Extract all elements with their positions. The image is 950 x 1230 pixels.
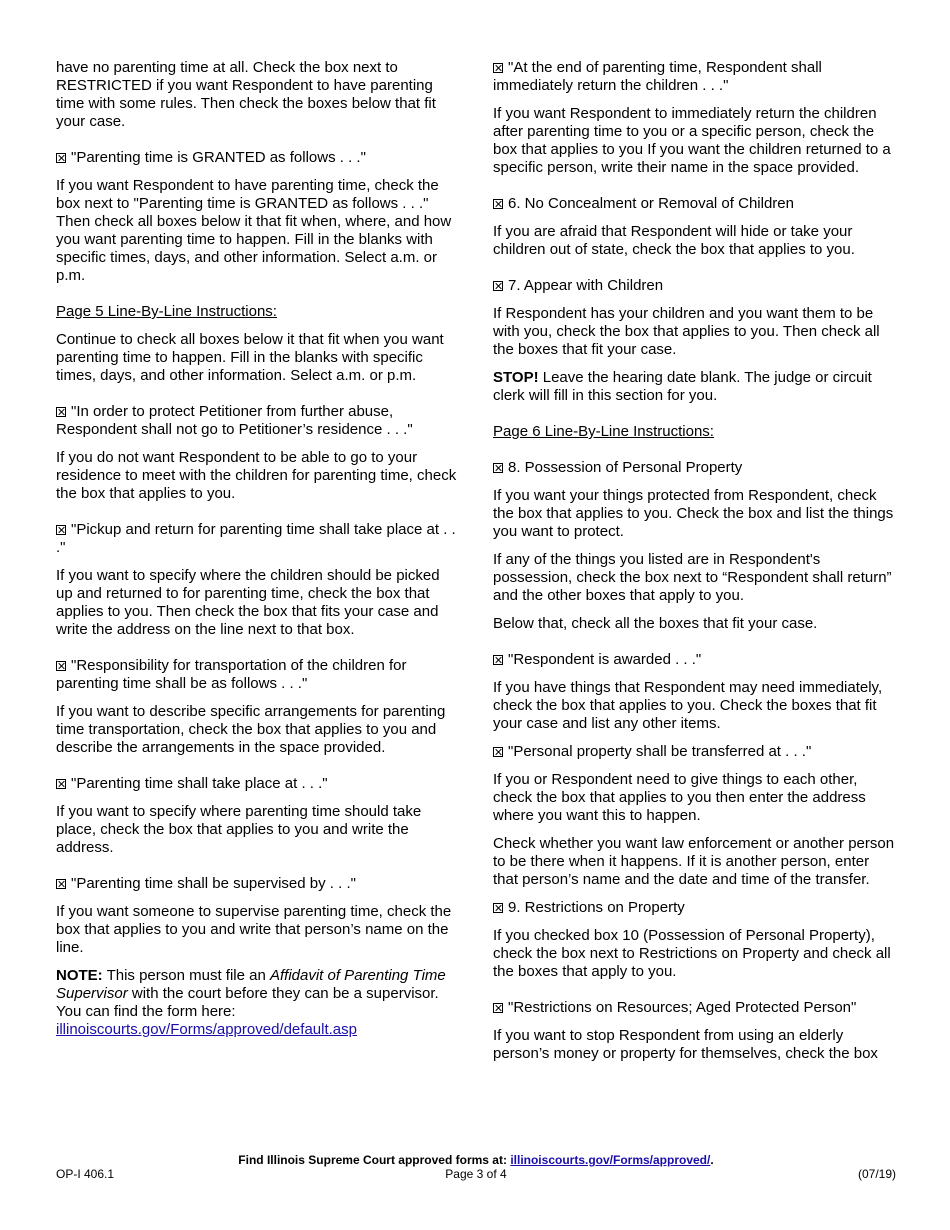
footer-find-end: . [710,1153,714,1167]
section9-text: If you checked box 10 (Possession of Personal Property), check the box next to Restrictions on Property and check all the boxes that apply to you. [493,927,891,980]
transferred-item [493,743,897,761]
protect-label: "In order to protect Petitioner from further abuse, Respondent shall not go to Petitioner’s residence . . ." [56,403,413,438]
end-label: "At the end of parenting time, Respondent shall immediately return the children . . ." [493,59,822,94]
place-label: "Parenting time shall take place at . . ." [71,775,328,792]
section7-label: 7. Appear with Children [508,277,664,294]
granted-item [56,149,460,167]
note-bold: NOTE: [56,967,103,984]
checked-box-icon [493,63,503,73]
section9-item [493,899,897,917]
granted-text: If you want Respondent to have parenting time, check the box next to "Parenting time is GRANTED as follows . . ." Then check all boxes below it that fit when, where, and how you want parenting time to happen. Fill in the blanks with specific times, days, and other information. Select a.m. or p.m. [56,177,452,284]
aged-label: "Restrictions on Resources; Aged Protected Person" [508,999,857,1016]
note-pre: This person must file an [102,967,270,984]
note-paragraph [56,967,460,1039]
footer-find-text: Find Illinois Supreme Court approved forms at: [238,1153,511,1167]
form-id: OP-I 406.1 [56,1167,115,1181]
checked-box-icon [56,879,66,889]
protect-text: If you do not want Respondent to be able to go to your residence to meet with the children for parenting time, check the box that applies to you. [56,449,457,502]
transferred-label: "Personal property shall be transferred at . . ." [508,743,812,760]
checked-box-icon [493,655,503,665]
checked-box-icon [56,779,66,789]
pickup-item [56,521,460,557]
page-number: Page 3 of 4 [445,1167,507,1181]
checked-box-icon [56,407,66,417]
stop-text: Leave the hearing date blank. The judge or circuit clerk will fill in this section for you. [493,369,872,404]
page-footer [56,1153,896,1181]
checked-box-icon [493,463,503,473]
section6-label: 6. No Concealment or Removal of Children [508,195,794,212]
end-item [493,59,897,95]
checked-box-icon [56,153,66,163]
transport-item [56,657,460,693]
section8-text3: Below that, check all the boxes that fit your case. [493,615,818,632]
place-item [56,775,460,793]
checked-box-icon [56,661,66,671]
supervised-text: If you want someone to supervise parenting time, check the box that applies to you and write that person’s name on the line. [56,903,452,956]
checked-box-icon [493,199,503,209]
supervised-item [56,875,460,893]
checked-box-icon [493,747,503,757]
section7-text: If Respondent has your children and you want them to be with you, check the box that applies to you. Then check all the boxes that fit your case. [493,305,880,358]
footer-row [56,1167,896,1181]
note-italic: Affidavit of Parenting Time Supervisor [56,967,446,1002]
form-date: (07/19) [857,1167,896,1181]
awarded-text: If you have things that Respondent may need immediately, check the box that applies to you. Check the boxes that fit your case and list any other items. [493,679,883,732]
stop-bold: STOP! [493,369,539,386]
footer-find-forms [56,1153,896,1167]
aged-item [493,999,897,1017]
checked-box-icon [56,525,66,535]
page5-heading: Page 5 Line-By-Line Instructions: [56,303,277,320]
page6-heading: Page 6 Line-By-Line Instructions: [493,423,714,440]
stop-paragraph [493,369,897,405]
checked-box-icon [493,1003,503,1013]
section9-label: 9. Restrictions on Property [508,899,685,916]
forms-link[interactable]: illinoiscourts.gov/Forms/approved/default.asp [56,1021,357,1038]
granted-label: "Parenting time is GRANTED as follows . . ." [71,149,366,166]
right-column [493,59,897,1073]
intro-text: have no parenting time at all. Check the box next to RESTRICTED if you want Respondent to have parenting time with some rules. Then check the boxes below that fit your case. [56,59,436,130]
checked-box-icon [493,281,503,291]
transferred-text1: If you or Respondent need to give things to each other, check the box that applies to you then enter the address where you want this to happen. [493,771,866,824]
pickup-label: "Pickup and return for parenting time shall take place at . . ." [56,521,456,556]
section8-item [493,459,897,477]
aged-text: If you want to stop Respondent from using an elderly person’s money or property for themselves, check the box [493,1027,878,1062]
section6-item [493,195,897,213]
section8-text1: If you want your things protected from Respondent, check the box that applies to you. Check the box and list the things you want to protect. [493,487,894,540]
awarded-label: "Respondent is awarded . . ." [508,651,702,668]
transport-label: "Responsibility for transportation of the children for parenting time shall be as follows . . ." [56,657,407,692]
end-text: If you want Respondent to immediately return the children after parenting time to you or a specific person, check the box that applies to you If you want the children returned to a specific person, write their name in the space provided. [493,105,891,176]
section6-text: If you are afraid that Respondent will hide or take your children out of state, check the box that applies to you. [493,223,855,258]
protect-item [56,403,460,439]
supervised-label: "Parenting time shall be supervised by . . ." [71,875,356,892]
section8-label: 8. Possession of Personal Property [508,459,743,476]
footer-forms-link[interactable]: illinoiscourts.gov/Forms/approved/ [510,1153,711,1167]
section8-text2: If any of the things you listed are in Respondent's possession, check the box next to “Respondent shall return” and the other boxes that apply to you. [493,551,892,604]
place-text: If you want to specify where parenting time should take place, check the box that applies to you and write the address. [56,803,422,856]
left-column [56,59,460,1049]
checked-box-icon [493,903,503,913]
transferred-text2: Check whether you want law enforcement or another person to be there when it happens. If it is another person, enter that person’s name and the date and time of the transfer. [493,835,895,888]
note-post: with the court before they can be a supervisor. You can find the form here: [56,985,439,1020]
pickup-text: If you want to specify where the children should be picked up and returned to for parenting time, check the box that applies to you. Then check the box that fits your case and write the address on the line next to that box. [56,567,440,638]
section7-item [493,277,897,295]
awarded-item [493,651,897,669]
page5-text: Continue to check all boxes below it that fit when you want parenting time to happen. Fill in the blanks with specific times, days, and other information. Select a.m. or p.m. [56,331,444,384]
transport-text: If you want to describe specific arrangements for parenting time transportation, check the box that applies to you and describe the arrangements in the space provided. [56,703,446,756]
